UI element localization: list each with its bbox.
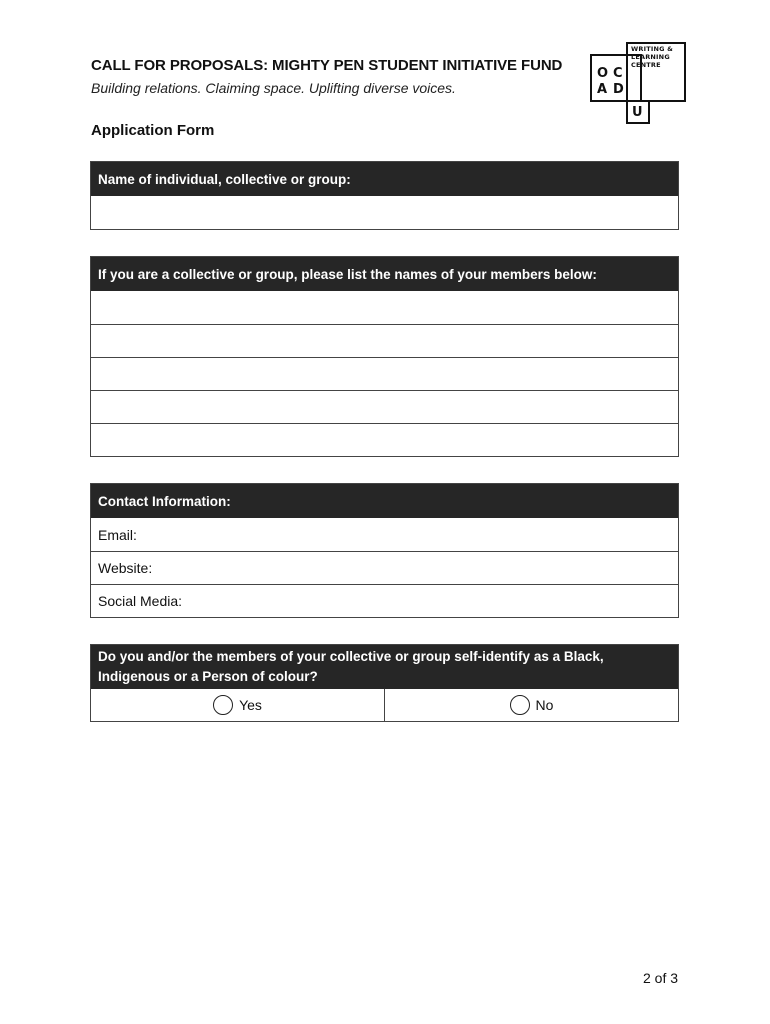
- header-title: CALL FOR PROPOSALS: MIGHTY PEN STUDENT INITIATIVE FUND: [91, 57, 563, 74]
- member-name-input[interactable]: [91, 291, 678, 324]
- members-section-label: If you are a collective or group, please list the names of your members below:: [98, 266, 597, 282]
- identity-choices: [91, 689, 678, 721]
- website-label: Website:: [98, 560, 153, 576]
- logo-text: LEARNING: [631, 53, 670, 61]
- header-subtitle: Building relations. Claiming space. Uplifting diverse voices.: [91, 80, 456, 96]
- member-name-input[interactable]: [91, 324, 678, 357]
- logo-text: CENTRE: [631, 61, 661, 69]
- logo-letter: U: [632, 105, 643, 120]
- identity-question-line2: Indigenous or a Person of colour?: [98, 669, 318, 684]
- logo-letter: D: [613, 82, 624, 97]
- website-field[interactable]: [91, 551, 678, 584]
- logo-letter: C: [613, 66, 623, 81]
- logo-text: WRITING &: [631, 45, 673, 53]
- name-section-header: [91, 162, 678, 196]
- members-section: [90, 256, 679, 457]
- member-name-input[interactable]: [91, 423, 678, 456]
- no-radio[interactable]: [510, 695, 530, 715]
- social-media-field[interactable]: [91, 584, 678, 617]
- name-section: [90, 161, 679, 230]
- yes-label: Yes: [239, 697, 262, 713]
- member-name-input[interactable]: [91, 357, 678, 390]
- ocad-u-logo: [590, 42, 686, 126]
- email-field[interactable]: [91, 518, 678, 551]
- contact-section: [90, 483, 679, 618]
- logo-letter: A: [597, 82, 608, 97]
- member-name-input[interactable]: [91, 390, 678, 423]
- logo-letter: O: [597, 66, 609, 81]
- form-heading: Application Form: [91, 122, 215, 139]
- social-media-label: Social Media:: [98, 593, 183, 609]
- name-section-label: Name of individual, collective or group:: [98, 171, 351, 187]
- contact-section-label: Contact Information:: [98, 493, 231, 509]
- name-input[interactable]: [91, 196, 678, 229]
- email-label: Email:: [98, 526, 137, 543]
- identity-section-header: [91, 645, 678, 689]
- members-section-header: [91, 257, 678, 291]
- yes-radio[interactable]: [213, 695, 233, 715]
- identity-question-line1: Do you and/or the members of your collective or group self-identify as a Black,: [98, 649, 604, 664]
- page-number: 2 of 3: [643, 970, 679, 986]
- no-label: No: [535, 697, 554, 713]
- contact-section-header: [91, 484, 678, 518]
- no-option[interactable]: [384, 689, 678, 721]
- identity-section: [90, 644, 679, 722]
- yes-option[interactable]: [91, 689, 384, 721]
